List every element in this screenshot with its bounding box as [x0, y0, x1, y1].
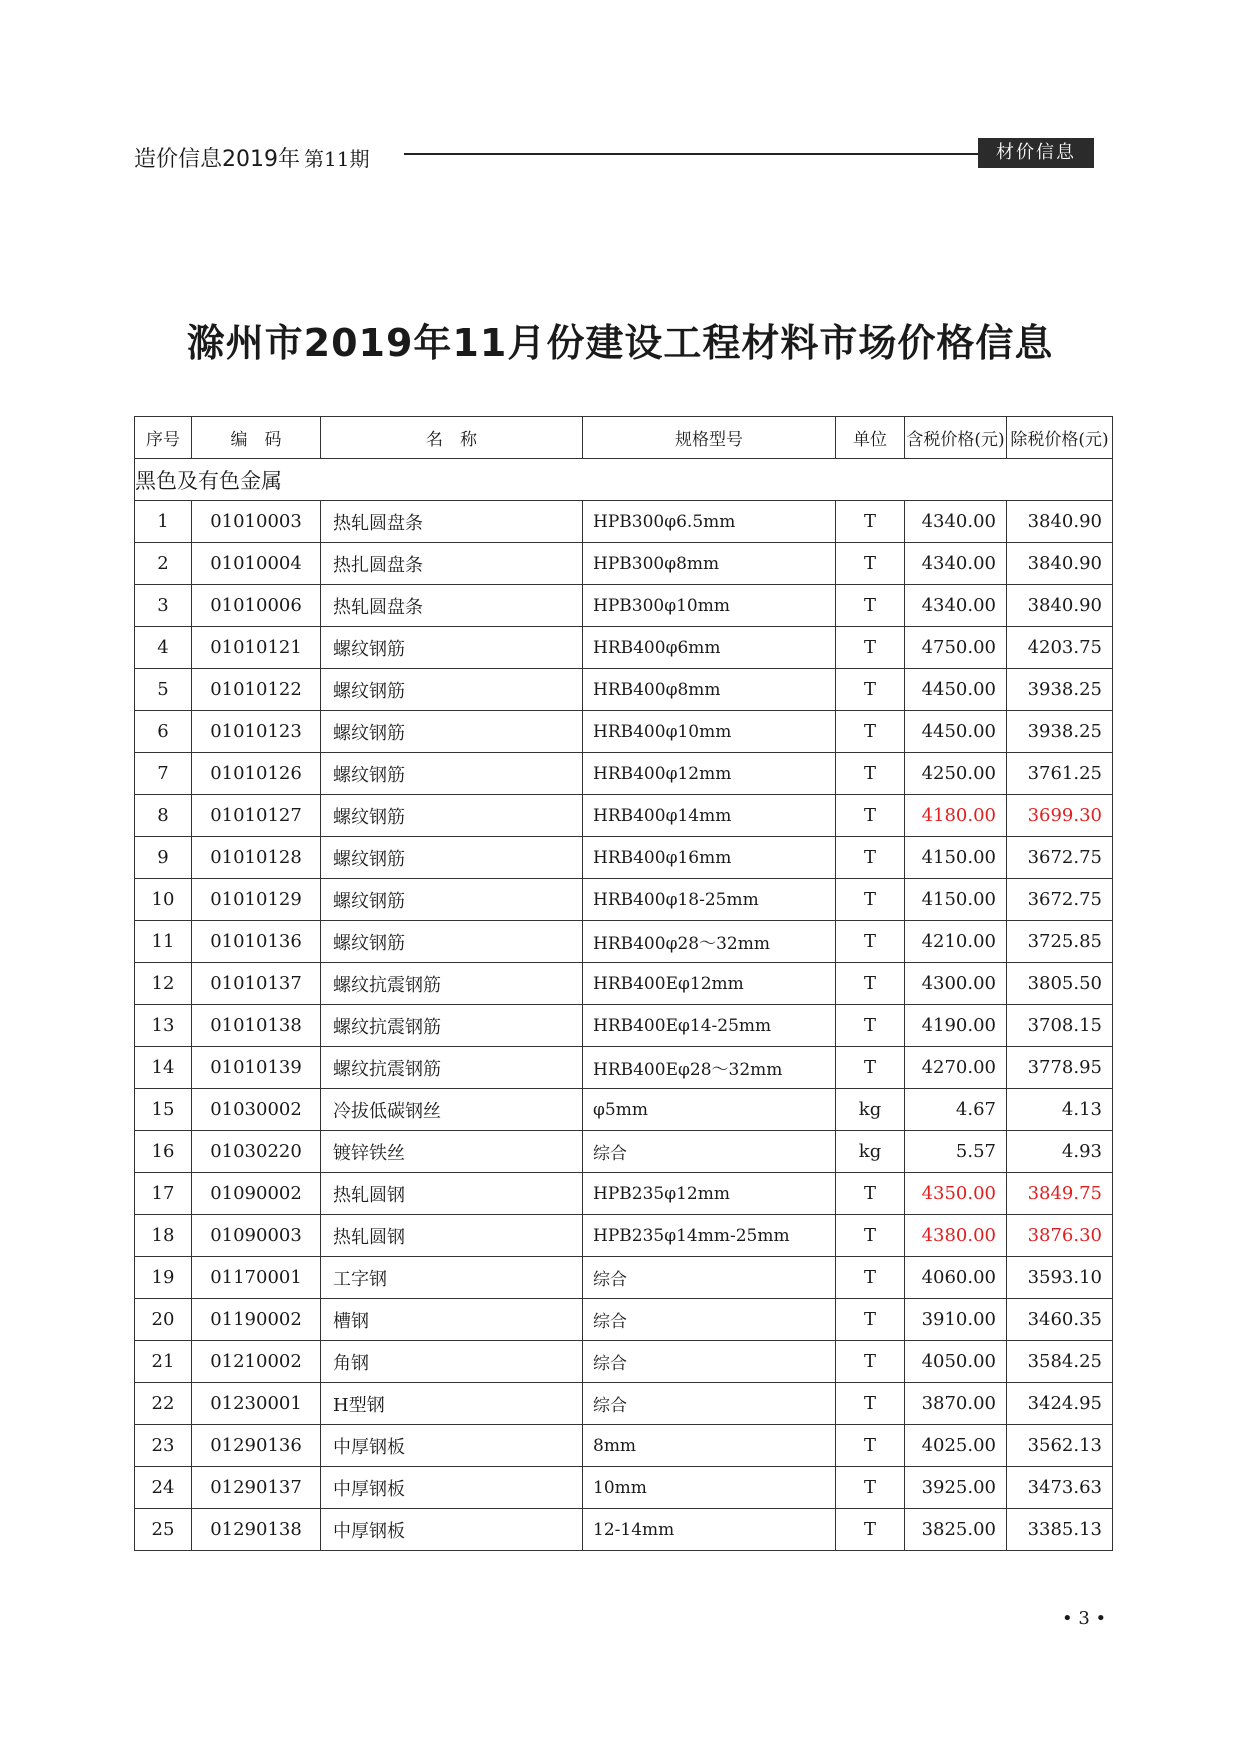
row-spec: φ5mm [583, 1089, 836, 1131]
row-unit: T [836, 1005, 905, 1047]
row-notax-price: 3699.30 [1007, 795, 1113, 837]
row-spec: HPB300φ6.5mm [583, 501, 836, 543]
table-row [135, 1089, 1113, 1131]
row-unit: T [836, 1173, 905, 1215]
row-name: 螺纹钢筋 [321, 669, 583, 711]
row-spec: HRB400φ8mm [583, 669, 836, 711]
row-index: 9 [135, 837, 192, 879]
col-unit-header: 单位 [836, 417, 905, 459]
table-row [135, 1299, 1113, 1341]
row-index: 2 [135, 543, 192, 585]
row-index: 20 [135, 1299, 192, 1341]
row-unit: T [836, 627, 905, 669]
price-table [134, 416, 1113, 1551]
table-row [135, 963, 1113, 1005]
row-tax-price: 4025.00 [905, 1425, 1007, 1467]
row-unit: T [836, 711, 905, 753]
row-notax-price: 3584.25 [1007, 1341, 1113, 1383]
row-spec: HRB400Eφ12mm [583, 963, 836, 1005]
row-name: 热轧圆钢 [321, 1173, 583, 1215]
row-name: 螺纹钢筋 [321, 753, 583, 795]
row-name: 工字钢 [321, 1257, 583, 1299]
row-tax-price: 4180.00 [905, 795, 1007, 837]
row-spec: 12-14mm [583, 1509, 836, 1551]
row-tax-price: 4.67 [905, 1089, 1007, 1131]
row-notax-price: 3672.75 [1007, 879, 1113, 921]
row-name: 螺纹抗震钢筋 [321, 963, 583, 1005]
row-code: 01030002 [192, 1089, 321, 1131]
row-unit: T [836, 963, 905, 1005]
row-notax-price: 3840.90 [1007, 501, 1113, 543]
row-name: 热轧圆盘条 [321, 501, 583, 543]
row-index: 24 [135, 1467, 192, 1509]
row-name: 螺纹钢筋 [321, 795, 583, 837]
row-tax-price: 4750.00 [905, 627, 1007, 669]
row-tax-price: 4380.00 [905, 1215, 1007, 1257]
row-code: 01010123 [192, 711, 321, 753]
row-spec: HPB235φ14mm-25mm [583, 1215, 836, 1257]
row-spec: 综合 [583, 1341, 836, 1383]
row-index: 23 [135, 1425, 192, 1467]
table-body [135, 459, 1113, 1551]
row-notax-price: 3725.85 [1007, 921, 1113, 963]
row-code: 01090003 [192, 1215, 321, 1257]
row-code: 01090002 [192, 1173, 321, 1215]
row-code: 01030220 [192, 1131, 321, 1173]
table-row [135, 1005, 1113, 1047]
row-code: 01010139 [192, 1047, 321, 1089]
row-spec: 综合 [583, 1299, 836, 1341]
table-row [135, 627, 1113, 669]
col-notax-price-header: 除税价格(元) [1007, 417, 1113, 459]
row-code: 01290138 [192, 1509, 321, 1551]
col-name-header: 名 称 [321, 417, 583, 459]
row-index: 16 [135, 1131, 192, 1173]
row-code: 01290137 [192, 1467, 321, 1509]
table-row [135, 711, 1113, 753]
row-spec: HPB235φ12mm [583, 1173, 836, 1215]
row-code: 01010138 [192, 1005, 321, 1047]
row-tax-price: 3825.00 [905, 1509, 1007, 1551]
row-tax-price: 3925.00 [905, 1467, 1007, 1509]
row-spec: 综合 [583, 1131, 836, 1173]
row-name: 螺纹抗震钢筋 [321, 1047, 583, 1089]
publication-name: 造价信息2019年 [134, 147, 300, 172]
table-row [135, 1257, 1113, 1299]
row-notax-price: 3672.75 [1007, 837, 1113, 879]
row-spec: HRB400φ16mm [583, 837, 836, 879]
row-unit: T [836, 1299, 905, 1341]
table-row [135, 753, 1113, 795]
row-tax-price: 4350.00 [905, 1173, 1007, 1215]
table-row [135, 501, 1113, 543]
row-spec: HPB300φ8mm [583, 543, 836, 585]
row-tax-price: 4150.00 [905, 879, 1007, 921]
publication-title [134, 142, 369, 173]
row-code: 01290136 [192, 1425, 321, 1467]
row-name: 槽钢 [321, 1299, 583, 1341]
row-unit: T [836, 1257, 905, 1299]
col-tax-price-header: 含税价格(元) [905, 417, 1007, 459]
row-name: H型钢 [321, 1383, 583, 1425]
table-row [135, 795, 1113, 837]
row-name: 中厚钢板 [321, 1467, 583, 1509]
row-name: 中厚钢板 [321, 1509, 583, 1551]
row-code: 01010129 [192, 879, 321, 921]
table-row [135, 1215, 1113, 1257]
table-header [135, 417, 1113, 459]
row-unit: T [836, 921, 905, 963]
row-code: 01010127 [192, 795, 321, 837]
row-index: 15 [135, 1089, 192, 1131]
table-row [135, 921, 1113, 963]
table-row [135, 1467, 1113, 1509]
table-row [135, 1383, 1113, 1425]
row-code: 01010137 [192, 963, 321, 1005]
row-name: 螺纹钢筋 [321, 879, 583, 921]
row-notax-price: 3385.13 [1007, 1509, 1113, 1551]
row-notax-price: 3593.10 [1007, 1257, 1113, 1299]
row-spec: HRB400φ14mm [583, 795, 836, 837]
row-index: 11 [135, 921, 192, 963]
row-tax-price: 4210.00 [905, 921, 1007, 963]
row-name: 中厚钢板 [321, 1425, 583, 1467]
section-tag: 材价信息 [978, 138, 1094, 168]
row-unit: T [836, 1383, 905, 1425]
issue-number: 第11期 [304, 147, 370, 171]
row-code: 01170001 [192, 1257, 321, 1299]
row-notax-price: 3840.90 [1007, 543, 1113, 585]
row-unit: kg [836, 1089, 905, 1131]
row-notax-price: 3938.25 [1007, 711, 1113, 753]
row-unit: T [836, 879, 905, 921]
table-row [135, 837, 1113, 879]
row-tax-price: 4060.00 [905, 1257, 1007, 1299]
row-index: 8 [135, 795, 192, 837]
row-code: 01010004 [192, 543, 321, 585]
row-spec: 8mm [583, 1425, 836, 1467]
row-name: 螺纹钢筋 [321, 837, 583, 879]
table-row [135, 1047, 1113, 1089]
row-index: 18 [135, 1215, 192, 1257]
row-notax-price: 3849.75 [1007, 1173, 1113, 1215]
row-code: 01230001 [192, 1383, 321, 1425]
row-name: 热扎圆盘条 [321, 543, 583, 585]
row-index: 3 [135, 585, 192, 627]
table-row [135, 1173, 1113, 1215]
row-name: 螺纹钢筋 [321, 711, 583, 753]
table-row [135, 1509, 1113, 1551]
row-unit: T [836, 1425, 905, 1467]
row-name: 螺纹钢筋 [321, 921, 583, 963]
row-unit: T [836, 543, 905, 585]
row-unit: T [836, 753, 905, 795]
row-tax-price: 4340.00 [905, 585, 1007, 627]
row-name: 螺纹抗震钢筋 [321, 1005, 583, 1047]
row-tax-price: 4270.00 [905, 1047, 1007, 1089]
col-code-header: 编 码 [192, 417, 321, 459]
category-label: 黑色及有色金属 [135, 459, 1113, 501]
row-unit: kg [836, 1131, 905, 1173]
row-tax-price: 4450.00 [905, 711, 1007, 753]
row-index: 21 [135, 1341, 192, 1383]
row-name: 角钢 [321, 1341, 583, 1383]
row-tax-price: 5.57 [905, 1131, 1007, 1173]
row-unit: T [836, 837, 905, 879]
page-title: 滁州市2019年11月份建设工程材料市场价格信息 [186, 321, 1054, 365]
row-name: 螺纹钢筋 [321, 627, 583, 669]
row-code: 01010006 [192, 585, 321, 627]
row-notax-price: 3761.25 [1007, 753, 1113, 795]
row-name: 热轧圆盘条 [321, 585, 583, 627]
row-name: 热轧圆钢 [321, 1215, 583, 1257]
row-code: 01010136 [192, 921, 321, 963]
row-notax-price: 3805.50 [1007, 963, 1113, 1005]
row-spec: 综合 [583, 1257, 836, 1299]
table-row [135, 585, 1113, 627]
page-number: • 3 • [1062, 1608, 1107, 1629]
row-spec: HRB400φ18-25mm [583, 879, 836, 921]
row-tax-price: 3910.00 [905, 1299, 1007, 1341]
row-index: 17 [135, 1173, 192, 1215]
row-tax-price: 4250.00 [905, 753, 1007, 795]
row-index: 13 [135, 1005, 192, 1047]
row-tax-price: 4050.00 [905, 1341, 1007, 1383]
header-rule [404, 153, 978, 155]
row-spec: HRB400φ12mm [583, 753, 836, 795]
row-unit: T [836, 1509, 905, 1551]
row-spec: HRB400φ10mm [583, 711, 836, 753]
row-notax-price: 3460.35 [1007, 1299, 1113, 1341]
row-notax-price: 3473.63 [1007, 1467, 1113, 1509]
row-unit: T [836, 585, 905, 627]
row-index: 1 [135, 501, 192, 543]
row-notax-price: 4203.75 [1007, 627, 1113, 669]
row-code: 01010121 [192, 627, 321, 669]
row-unit: T [836, 1467, 905, 1509]
col-spec-header: 规格型号 [583, 417, 836, 459]
row-code: 01190002 [192, 1299, 321, 1341]
row-spec: HRB400Eφ14-25mm [583, 1005, 836, 1047]
row-unit: T [836, 1215, 905, 1257]
row-index: 10 [135, 879, 192, 921]
row-index: 5 [135, 669, 192, 711]
row-unit: T [836, 1341, 905, 1383]
row-notax-price: 4.13 [1007, 1089, 1113, 1131]
row-spec: HPB300φ10mm [583, 585, 836, 627]
col-index-header: 序号 [135, 417, 192, 459]
row-spec: 10mm [583, 1467, 836, 1509]
table-row [135, 669, 1113, 711]
row-index: 7 [135, 753, 192, 795]
row-unit: T [836, 669, 905, 711]
row-unit: T [836, 1047, 905, 1089]
row-spec: HRB400Eφ28～32mm [583, 1047, 836, 1089]
page-header [134, 138, 1094, 178]
row-code: 01010122 [192, 669, 321, 711]
row-tax-price: 4190.00 [905, 1005, 1007, 1047]
row-name: 冷拔低碳钢丝 [321, 1089, 583, 1131]
row-code: 01010126 [192, 753, 321, 795]
row-code: 01210002 [192, 1341, 321, 1383]
row-notax-price: 3708.15 [1007, 1005, 1113, 1047]
row-index: 25 [135, 1509, 192, 1551]
table-row [135, 1341, 1113, 1383]
table-row [135, 543, 1113, 585]
row-spec: HRB400φ28～32mm [583, 921, 836, 963]
row-notax-price: 3840.90 [1007, 585, 1113, 627]
row-notax-price: 3562.13 [1007, 1425, 1113, 1467]
row-tax-price: 4340.00 [905, 501, 1007, 543]
row-notax-price: 3938.25 [1007, 669, 1113, 711]
table-row [135, 1131, 1113, 1173]
table-row [135, 879, 1113, 921]
row-code: 01010128 [192, 837, 321, 879]
row-notax-price: 3424.95 [1007, 1383, 1113, 1425]
row-code: 01010003 [192, 501, 321, 543]
row-tax-price: 4340.00 [905, 543, 1007, 585]
row-index: 22 [135, 1383, 192, 1425]
row-index: 4 [135, 627, 192, 669]
row-index: 19 [135, 1257, 192, 1299]
row-notax-price: 3876.30 [1007, 1215, 1113, 1257]
row-index: 12 [135, 963, 192, 1005]
row-unit: T [836, 501, 905, 543]
row-notax-price: 4.93 [1007, 1131, 1113, 1173]
table-row [135, 1425, 1113, 1467]
row-tax-price: 4450.00 [905, 669, 1007, 711]
row-spec: 综合 [583, 1383, 836, 1425]
row-notax-price: 3778.95 [1007, 1047, 1113, 1089]
row-unit: T [836, 795, 905, 837]
row-tax-price: 4300.00 [905, 963, 1007, 1005]
row-index: 14 [135, 1047, 192, 1089]
row-index: 6 [135, 711, 192, 753]
row-tax-price: 3870.00 [905, 1383, 1007, 1425]
row-tax-price: 4150.00 [905, 837, 1007, 879]
row-name: 镀锌铁丝 [321, 1131, 583, 1173]
category-row [135, 459, 1113, 501]
row-spec: HRB400φ6mm [583, 627, 836, 669]
